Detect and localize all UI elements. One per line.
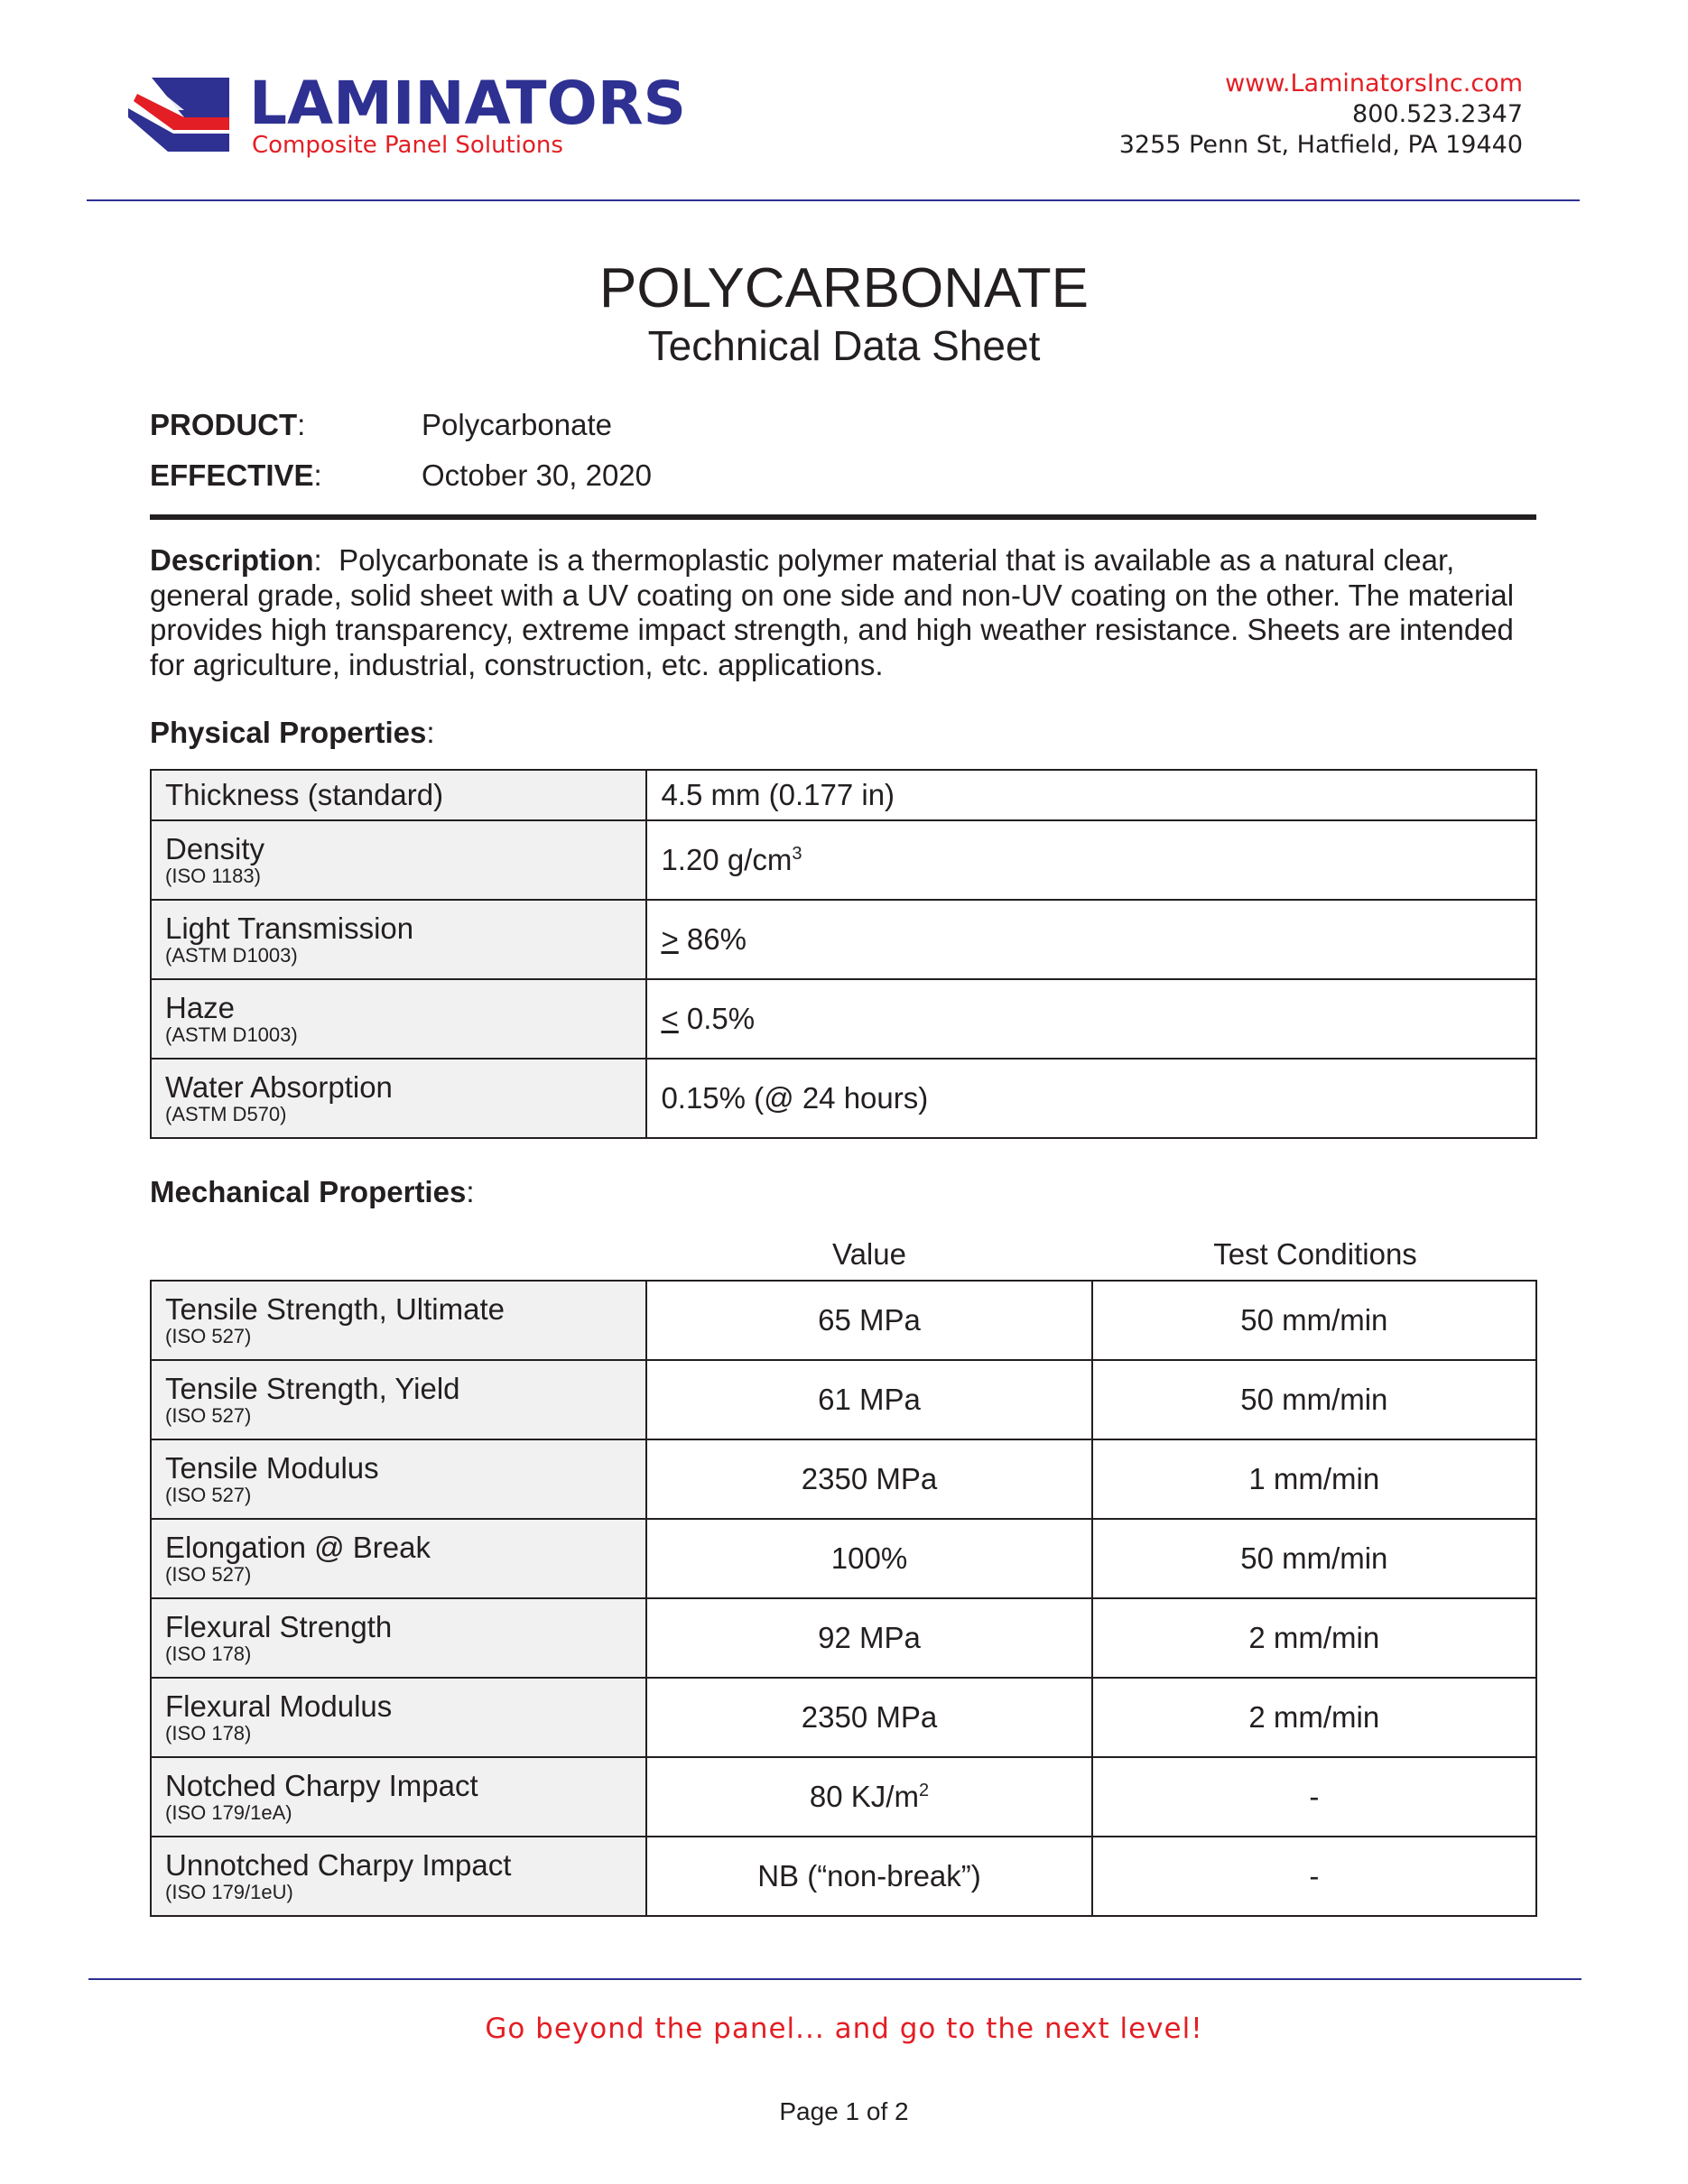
table-row	[151, 1837, 1536, 1916]
table-row	[151, 1360, 1536, 1439]
brand-name: LAMINATORS	[249, 69, 687, 138]
property-cell	[151, 1837, 646, 1916]
value-text: 4.5 mm (0.177 in)	[661, 778, 895, 811]
value-cell	[646, 1439, 1091, 1519]
value-text: 100%	[830, 1541, 908, 1575]
brand-tagline: Composite Panel Solutions	[252, 132, 563, 159]
property-cell	[151, 900, 646, 979]
page-number: Page 1 of 2	[779, 2097, 909, 2125]
physical-properties-heading: Physical Properties:	[150, 716, 435, 749]
effective-date: October 30, 2020	[422, 458, 653, 492]
property-name: Thickness (standard)	[165, 778, 444, 811]
property-standard: (ISO 179/1eU)	[165, 1881, 293, 1903]
value-text: 1.20 g/cm	[661, 843, 793, 876]
footer-divider	[88, 1978, 1581, 1980]
value-cell	[646, 1678, 1091, 1757]
property-cell	[151, 1519, 646, 1598]
property-cell	[151, 1439, 646, 1519]
value-text: 92 MPa	[818, 1621, 921, 1654]
table-row	[151, 770, 1536, 820]
property-cell	[151, 1059, 646, 1138]
property-name: Flexural Strength	[165, 1610, 393, 1643]
test-conditions-cell: 50 mm/min	[1092, 1360, 1536, 1439]
value-cell	[646, 1360, 1091, 1439]
property-name: Light Transmission	[165, 912, 414, 945]
description-label: Description	[150, 543, 314, 577]
effective-label: EFFECTIVE:	[150, 458, 322, 492]
value-cell	[646, 1281, 1091, 1360]
test-conditions-cell: 2 mm/min	[1092, 1598, 1536, 1678]
property-cell	[151, 1757, 646, 1837]
value-text: 0.15% (@ 24 hours)	[661, 1081, 929, 1115]
document-title: POLYCARBONATE	[598, 257, 1090, 319]
test-conditions-cell: -	[1092, 1757, 1536, 1837]
value-text: 0.5%	[678, 1002, 756, 1035]
property-cell	[151, 770, 646, 820]
property-cell	[151, 820, 646, 900]
footer-slogan: Go beyond the panel... and go to the next level!	[485, 2013, 1203, 2045]
value-text: 65 MPa	[818, 1303, 921, 1337]
mechanical-properties-heading: Mechanical Properties:	[150, 1175, 475, 1208]
value-cell	[646, 1598, 1091, 1678]
value-text: NB (“non-break”)	[757, 1859, 981, 1892]
header-divider	[87, 199, 1580, 201]
value-text: 80 KJ/m	[809, 1780, 919, 1813]
value-cell	[646, 1837, 1091, 1916]
property-standard: (ISO 178)	[165, 1722, 252, 1744]
property-name: Tensile Strength, Yield	[165, 1372, 460, 1405]
property-name: Elongation @ Break	[165, 1531, 431, 1564]
value-superscript: 3	[792, 844, 802, 864]
property-standard: (ISO 527)	[165, 1325, 252, 1347]
property-name: Density	[165, 832, 265, 865]
description-text: Polycarbonate is a thermoplastic polymer material that is available as a natural clear, general grade, solid sheet with a UV coating on one side and non-UV coating on the other. The material provides high transparency, extreme impact strength, and high weather resistance. Sheets are intended for agriculture, industrial, construction, etc. applications.	[150, 543, 1515, 681]
table-row	[151, 1678, 1536, 1757]
property-standard: (ISO 527)	[165, 1484, 252, 1506]
value-text: 61 MPa	[818, 1383, 921, 1416]
property-cell	[151, 1281, 646, 1360]
property-standard: (ASTM D1003)	[165, 1023, 298, 1046]
test-conditions-cell: 2 mm/min	[1092, 1678, 1536, 1757]
test-conditions-cell: 50 mm/min	[1092, 1281, 1536, 1360]
value-cell	[646, 1519, 1091, 1598]
laminators-logo-icon	[128, 78, 229, 152]
test-conditions-cell: -	[1092, 1837, 1536, 1916]
address: 3255 Penn St, Hatfield, PA 19440	[1118, 131, 1523, 159]
property-name: Water Absorption	[165, 1070, 393, 1104]
value-text: 2350 MPa	[801, 1700, 938, 1734]
table-row	[151, 1598, 1536, 1678]
property-name: Tensile Strength, Ultimate	[165, 1292, 505, 1326]
table-row	[151, 820, 1536, 900]
value-column-header: Value	[832, 1237, 906, 1271]
property-name: Notched Charpy Impact	[165, 1769, 478, 1802]
property-standard: (ASTM D1003)	[165, 944, 298, 967]
table-row	[151, 979, 1536, 1059]
description-paragraph: Description: Polycarbonate is a thermoplastic polymer material that is available as a natural clear, general grade, solid sheet with a UV coating on one side and non-UV coating on the other. The material provides high transparency, extreme impact strength, and high weather resistance. Sheets are intended for agriculture, industrial, construction, etc. applications.	[150, 543, 1515, 681]
value-text: 86%	[678, 922, 747, 956]
test-conditions-cell: 50 mm/min	[1092, 1519, 1536, 1598]
value-superscript: 2	[918, 1781, 930, 1800]
property-cell	[151, 1360, 646, 1439]
value-cell	[646, 820, 1536, 900]
property-name: Haze	[165, 991, 236, 1024]
comparison-symbol: <	[661, 1002, 679, 1035]
property-standard: (ISO 179/1eA)	[165, 1801, 292, 1824]
meta-divider	[150, 514, 1536, 520]
property-standard: (ISO 527)	[165, 1404, 252, 1427]
comparison-symbol: >	[661, 922, 679, 956]
property-name: Flexural Modulus	[165, 1689, 393, 1723]
physical-properties-table	[150, 769, 1537, 1139]
test-conditions-cell: 1 mm/min	[1092, 1439, 1536, 1519]
property-name: Tensile Modulus	[165, 1451, 379, 1485]
value-cell	[646, 979, 1536, 1059]
table-row	[151, 1439, 1536, 1519]
property-standard: (ISO 178)	[165, 1643, 252, 1665]
table-row	[151, 1281, 1536, 1360]
value-cell	[646, 770, 1536, 820]
table-row	[151, 1519, 1536, 1598]
value-cell	[646, 1059, 1536, 1138]
website-link[interactable]: www.LaminatorsInc.com	[1225, 69, 1523, 97]
property-standard: (ASTM D570)	[165, 1103, 287, 1125]
value-cell	[646, 900, 1536, 979]
product-label: PRODUCT:	[150, 408, 306, 441]
property-name: Unnotched Charpy Impact	[165, 1848, 512, 1882]
property-cell	[151, 979, 646, 1059]
product-value: Polycarbonate	[422, 408, 612, 441]
document-subtitle: Technical Data Sheet	[647, 322, 1041, 369]
mechanical-properties-table	[150, 1280, 1537, 1917]
property-standard: (ISO 1183)	[165, 865, 261, 887]
test-conditions-column-header: Test Conditions	[1213, 1237, 1417, 1271]
table-row	[151, 1757, 1536, 1837]
property-cell	[151, 1598, 646, 1678]
value-cell	[646, 1757, 1091, 1837]
value-text: 2350 MPa	[801, 1462, 938, 1495]
table-row	[151, 900, 1536, 979]
phone-number: 800.523.2347	[1352, 100, 1523, 128]
property-cell	[151, 1678, 646, 1757]
table-row	[151, 1059, 1536, 1138]
property-standard: (ISO 527)	[165, 1563, 252, 1586]
